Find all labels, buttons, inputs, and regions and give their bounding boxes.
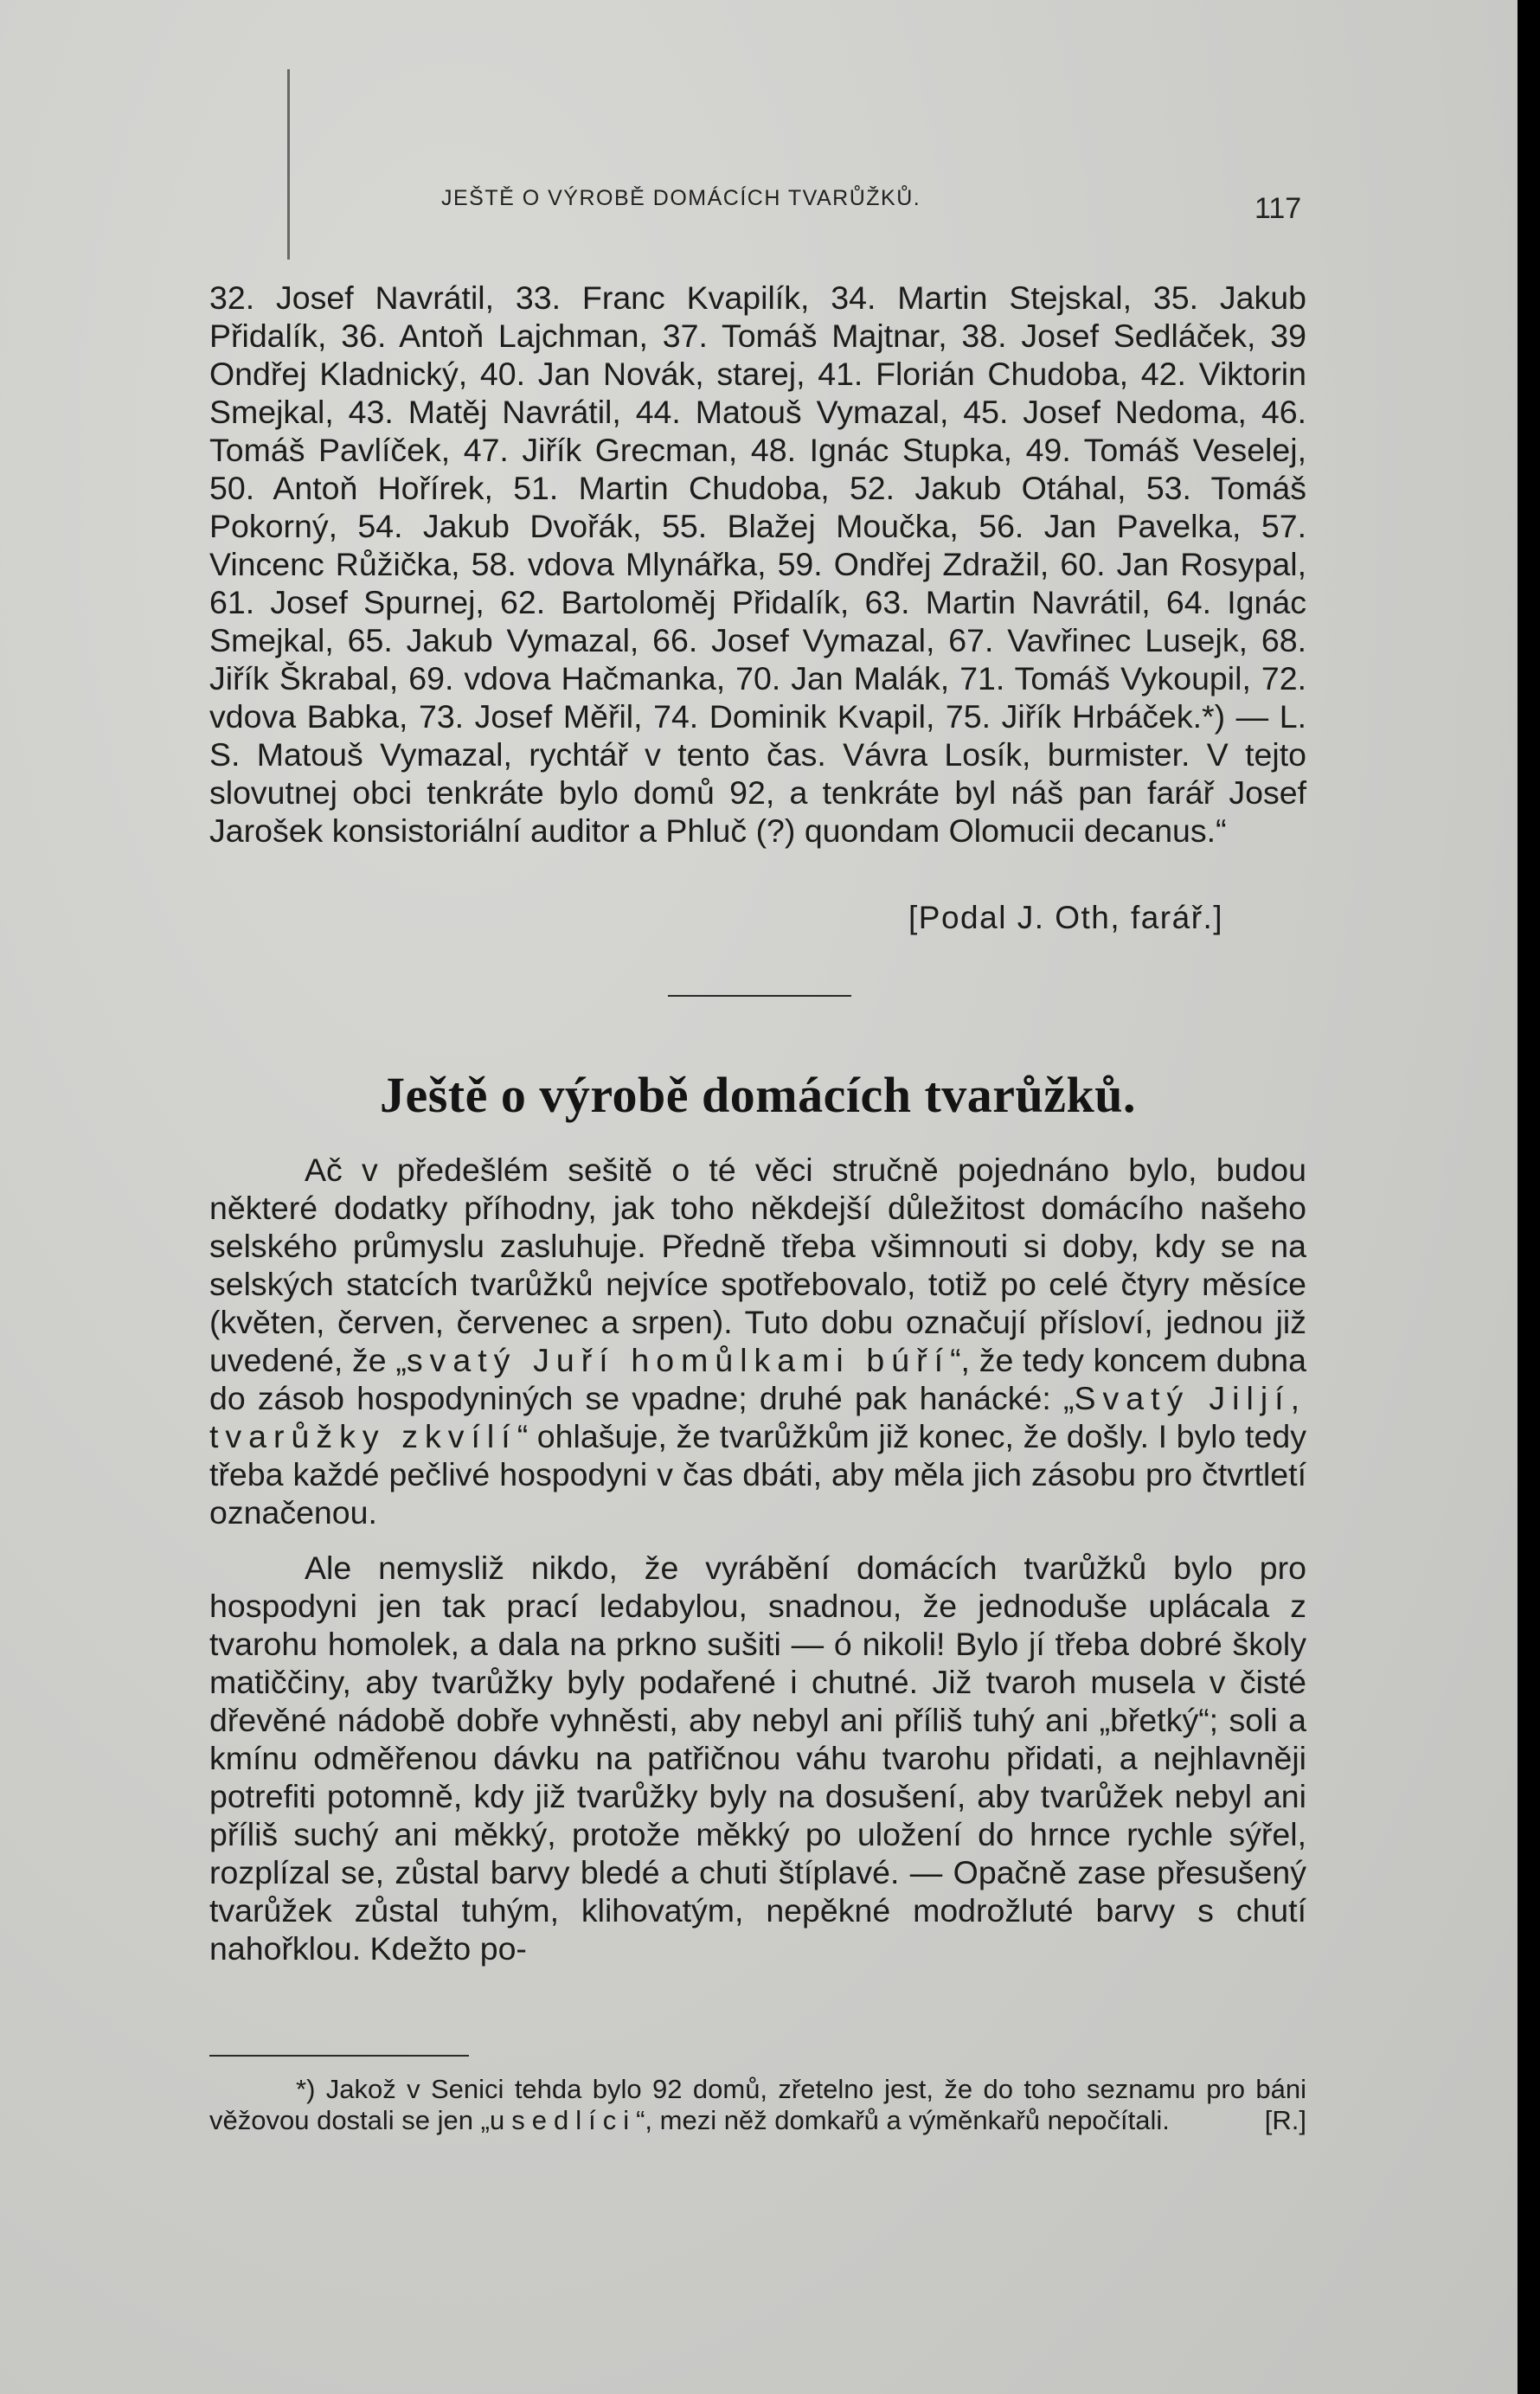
footnote bbox=[209, 2074, 1306, 2136]
spaced-term: usedlíci bbox=[489, 2105, 637, 2135]
running-head: JEŠTĚ O VÝROBĚ DOMÁCÍCH TVARŮŽKŮ. bbox=[441, 186, 921, 210]
footnote-rule bbox=[209, 2055, 469, 2057]
page-number: 117 bbox=[1254, 192, 1302, 225]
article-body bbox=[209, 1151, 1306, 1967]
contributor-signature: [Podal J. Oth, farář.] bbox=[908, 900, 1224, 935]
article-paragraph-2: Ale nemysliž nikdo, že vyrábění domácích tvarůžků bylo pro hospodyni jen tak prací ledabylou, snadnou, že jednoduše uplácala z tvarohu homolek, a dala na prkno sušiti — ó nikoli! Bylo jí třeba dobré školy matiččiny, aby tvarůžky byly podařené i chutné. Již tvaroh musela v čisté dřevěné nádobě dobře vyhněsti, aby nebyl ani příliš tuhý ani „břetký“; soli a kmínu odměřenou dávku na patřičnou váhu tvarohu přidati, a nejhlavněji potrefiti potomně, kdy již tvarůžky byly na dosušení, aby tvarůžek nebyl ani příliš suchý ani měkký, protože měkký po uložení do hrnce rychle sýřel, rozplízal se, zůstal barvy bledé a chuti štíplavé. — Opačně zase přesušený tvarůžek zůstal tuhým, klihovatým, nepěkné modrožluté barvy s chutí nahořklou. Kdežto po- bbox=[209, 1550, 1306, 1967]
spaced-proverb-1: svatý Juří homůlkami búří bbox=[406, 1342, 951, 1378]
article-title: Ještě o výrobě domácích tvarůžků. bbox=[379, 1067, 1137, 1123]
binding-shadow bbox=[287, 69, 290, 260]
name-list-block bbox=[209, 279, 1306, 850]
footnote-text: *) Jakož v Senici tehda bylo 92 domů, zřetelno jest, že do toho seznamu pro báni věžovou dostali se jen „usedlíci“, mezi něž domkařů a výměnkařů nepočítali. bbox=[209, 2074, 1306, 2135]
article-paragraph-1: Ač v předešlém sešitě o té věci stručně pojednáno bylo, budou některé dodatky příhodny, jak toho někdejší důležitost domácího našeho selského průmyslu zasluhuje. Předně třeba všimnouti si doby, kdy se na selských statcích tvarůžků nejvíce spotřebovalo, totiž po celé čtyry měsíce (květen, červen, červenec a srpen). Tuto dobu označují přísloví, jednou již uvedené, že „svatý Juří homůlkami búří“, že tedy koncem dubna do zásob hospodyniných se vpadne; druhé pak hanácké: „Svatý Jiljí, tvarůžky zkvílí“ ohlašuje, že tvarůžkům již konec, že došly. I bylo tedy třeba každé pečlivé hospodyni v čas dbáti, aby měla jich zásobu pro čtvrtletí označenou. bbox=[209, 1152, 1306, 1531]
spaced-proverb-2: Svatý Jiljí, tvarůžky zkvílí bbox=[209, 1380, 1306, 1454]
name-list-paragraph: 32. Josef Navrátil, 33. Franc Kvapilík, 34. Martin Stejskal, 35. Jakub Přidalík, 36. Antoň Lajchman, 37. Tomáš Majtnar, 38. Josef Sedláček, 39 Ondřej Kladnický, 40. Jan Novák, starej, 41. Florián Chudoba, 42. Viktorin Smejkal, 43. Matěj Navrátil, 44. Matouš Vymazal, 45. Josef Nedoma, 46. Tomáš Pavlíček, 47. Jiřík Grecman, 48. Ignác Stupka, 49. Tomáš Veselej, 50. Antoň Hořírek, 51. Martin Chudoba, 52. Jakub Otáhal, 53. Tomáš Pokorný, 54. Jakub Dvořák, 55. Blažej Moučka, 56. Jan Pavelka, 57. Vincenc Růžička, 58. vdova Mlynářka, 59. Ondřej Zdražil, 60. Jan Rosypal, 61. Josef Spurnej, 62. Bartoloměj Přidalík, 63. Martin Navrátil, 64. Ignác Smejkal, 65. Jakub Vymazal, 66. Josef Vymazal, 67. Vavřinec Lusejk, 68. Jiřík Škrabal, 69. vdova Hačmanka, 70. Jan Malák, 71. Tomáš Vykoupil, 72. vdova Babka, 73. Josef Měřil, 74. Dominik Kvapil, 75. Jiřík Hrbáček.*) — L. S. Matouš Vymazal, rychtář v tento čas. Vávra Losík, burmister. V tejto slovutnej obci tenkráte bylo domů 92, a tenkráte byl náš pan farář Josef Jarošek konsistoriální auditor a Phluč (?) quondam Olomucii decanus.“ bbox=[209, 279, 1306, 849]
section-divider bbox=[668, 995, 851, 997]
footnote-signature: [R.] bbox=[1264, 2105, 1306, 2135]
